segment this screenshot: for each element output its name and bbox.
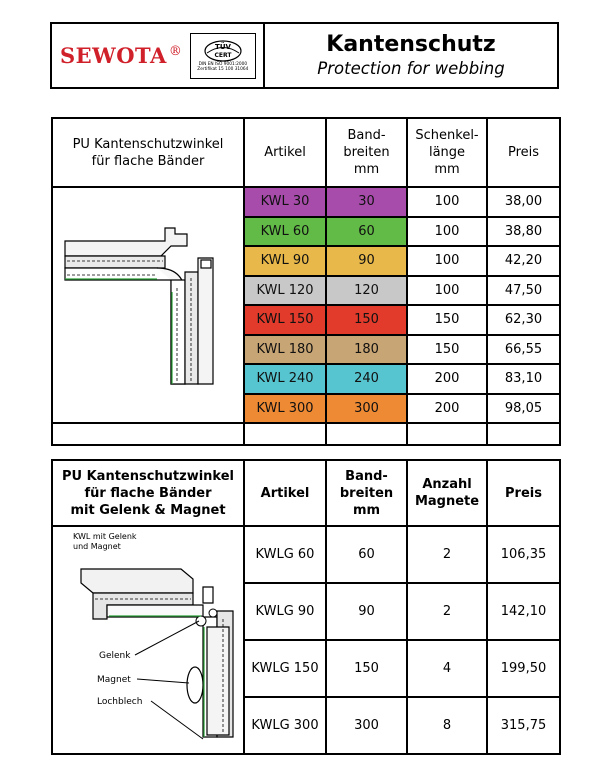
spacer-cell	[244, 423, 326, 445]
product-illustration-kwlg	[52, 526, 244, 754]
header-line: Band-	[345, 468, 388, 484]
preis-cell: 47,50	[487, 276, 560, 306]
artikel-cell: KWLG 300	[244, 697, 326, 754]
laenge-cell: 200	[407, 394, 487, 424]
breite-cell: 150	[326, 640, 407, 697]
header-product-line: PU Kantenschutzwinkel	[72, 136, 224, 152]
artikel-cell: KWL 180	[244, 335, 326, 365]
header-line: Schenkel-	[415, 128, 479, 143]
header-magnete	[407, 460, 487, 526]
svg-text:CERT: CERT	[214, 52, 232, 59]
magnete-cell: 8	[407, 697, 487, 754]
magnete-cell: 2	[407, 583, 487, 640]
header-product-line: mit Gelenk & Magnet	[70, 502, 226, 518]
header-bandbreiten	[326, 118, 407, 187]
label-lochblech: Lochblech	[97, 697, 143, 707]
laenge-cell: 200	[407, 364, 487, 394]
preis-cell: 98,05	[487, 394, 560, 424]
header-line: Magnete	[414, 494, 480, 509]
breite-cell: 60	[326, 526, 407, 583]
breite-cell: 30	[326, 187, 407, 217]
cert-number: Zertifikat 15 100 31064	[197, 67, 249, 72]
page-subtitle: Protection for webbing	[317, 58, 505, 78]
artikel-cell: KWL 90	[244, 246, 326, 276]
laenge-cell: 100	[407, 187, 487, 217]
artikel-cell: KWLG 90	[244, 583, 326, 640]
illustration-caption: KWL mit Gelenk	[73, 532, 137, 541]
laenge-cell: 150	[407, 305, 487, 335]
laenge-cell: 150	[407, 335, 487, 365]
preis-cell: 106,35	[487, 526, 560, 583]
preis-cell: 142,10	[487, 583, 560, 640]
breite-cell: 240	[326, 364, 407, 394]
artikel-cell: KWL 150	[244, 305, 326, 335]
breite-cell: 90	[326, 583, 407, 640]
brand-block	[52, 24, 265, 87]
preis-cell: 62,30	[487, 305, 560, 335]
illustration-caption: und Magnet	[73, 542, 121, 551]
preis-cell: 38,80	[487, 217, 560, 247]
header-artikel: Artikel	[244, 118, 326, 187]
edge-protector-drawing	[53, 188, 243, 422]
table-header-row	[52, 118, 560, 187]
tuv-cert-icon	[203, 40, 243, 62]
header-preis: Preis	[487, 118, 560, 187]
header-product-line: PU Kantenschutzwinkel	[61, 468, 235, 484]
table-row	[52, 187, 560, 217]
header-product	[52, 118, 244, 187]
page-title: Kantenschutz	[326, 31, 496, 57]
svg-text:TÜV: TÜV	[214, 43, 231, 51]
breite-cell: 180	[326, 335, 407, 365]
preis-cell: 66,55	[487, 335, 560, 365]
price-table-kwlg	[51, 459, 561, 755]
artikel-cell: KWLG 150	[244, 640, 326, 697]
spacer-cell	[52, 423, 244, 445]
header-product	[52, 460, 244, 526]
header-artikel: Artikel	[244, 460, 326, 526]
header-line: mm	[353, 162, 380, 177]
laenge-cell: 100	[407, 276, 487, 306]
header-line: länge	[428, 145, 466, 160]
page-header	[50, 22, 559, 89]
preis-cell: 199,50	[487, 640, 560, 697]
preis-cell: 315,75	[487, 697, 560, 754]
header-line: breiten	[343, 145, 390, 160]
spacer-cell	[487, 423, 560, 445]
breite-cell: 60	[326, 217, 407, 247]
tuv-cert-badge	[190, 33, 256, 79]
breite-cell: 120	[326, 276, 407, 306]
table-header-row	[52, 460, 560, 526]
table-row-spacer	[52, 423, 560, 445]
header-line: Anzahl	[422, 477, 472, 492]
header-product-line: für flache Bänder	[84, 485, 212, 501]
header-schenkellaenge	[407, 118, 487, 187]
product-illustration-kwl	[52, 187, 244, 423]
breite-cell: 90	[326, 246, 407, 276]
artikel-cell: KWL 120	[244, 276, 326, 306]
label-magnet: Magnet	[97, 675, 131, 685]
table-row	[52, 526, 560, 583]
preis-cell: 38,00	[487, 187, 560, 217]
edge-protector-magnet-drawing	[53, 527, 243, 753]
artikel-cell: KWL 240	[244, 364, 326, 394]
magnete-cell: 4	[407, 640, 487, 697]
header-line: breiten	[339, 485, 394, 501]
header-preis: Preis	[487, 460, 560, 526]
cert-standard: DIN EN ISO 9001:2000	[198, 62, 248, 67]
preis-cell: 83,10	[487, 364, 560, 394]
header-line: Band-	[347, 128, 386, 143]
price-table-kwl	[51, 117, 561, 446]
artikel-cell: KWLG 60	[244, 526, 326, 583]
laenge-cell: 100	[407, 217, 487, 247]
breite-cell: 300	[326, 697, 407, 754]
spacer-cell	[326, 423, 407, 445]
spacer-cell	[407, 423, 487, 445]
laenge-cell: 100	[407, 246, 487, 276]
breite-cell: 300	[326, 394, 407, 424]
preis-cell: 42,20	[487, 246, 560, 276]
artikel-cell: KWL 60	[244, 217, 326, 247]
brand-logo: SEWOTA	[60, 43, 167, 68]
label-gelenk: Gelenk	[99, 651, 131, 661]
header-product-line: für flache Bänder	[91, 153, 205, 169]
magnete-cell: 2	[407, 526, 487, 583]
breite-cell: 150	[326, 305, 407, 335]
header-line: mm	[434, 162, 460, 177]
header-bandbreiten	[326, 460, 407, 526]
registered-mark: ®	[168, 44, 182, 59]
artikel-cell: KWL 30	[244, 187, 326, 217]
artikel-cell: KWL 300	[244, 394, 326, 424]
title-block	[265, 24, 557, 87]
header-line: mm	[352, 502, 381, 518]
